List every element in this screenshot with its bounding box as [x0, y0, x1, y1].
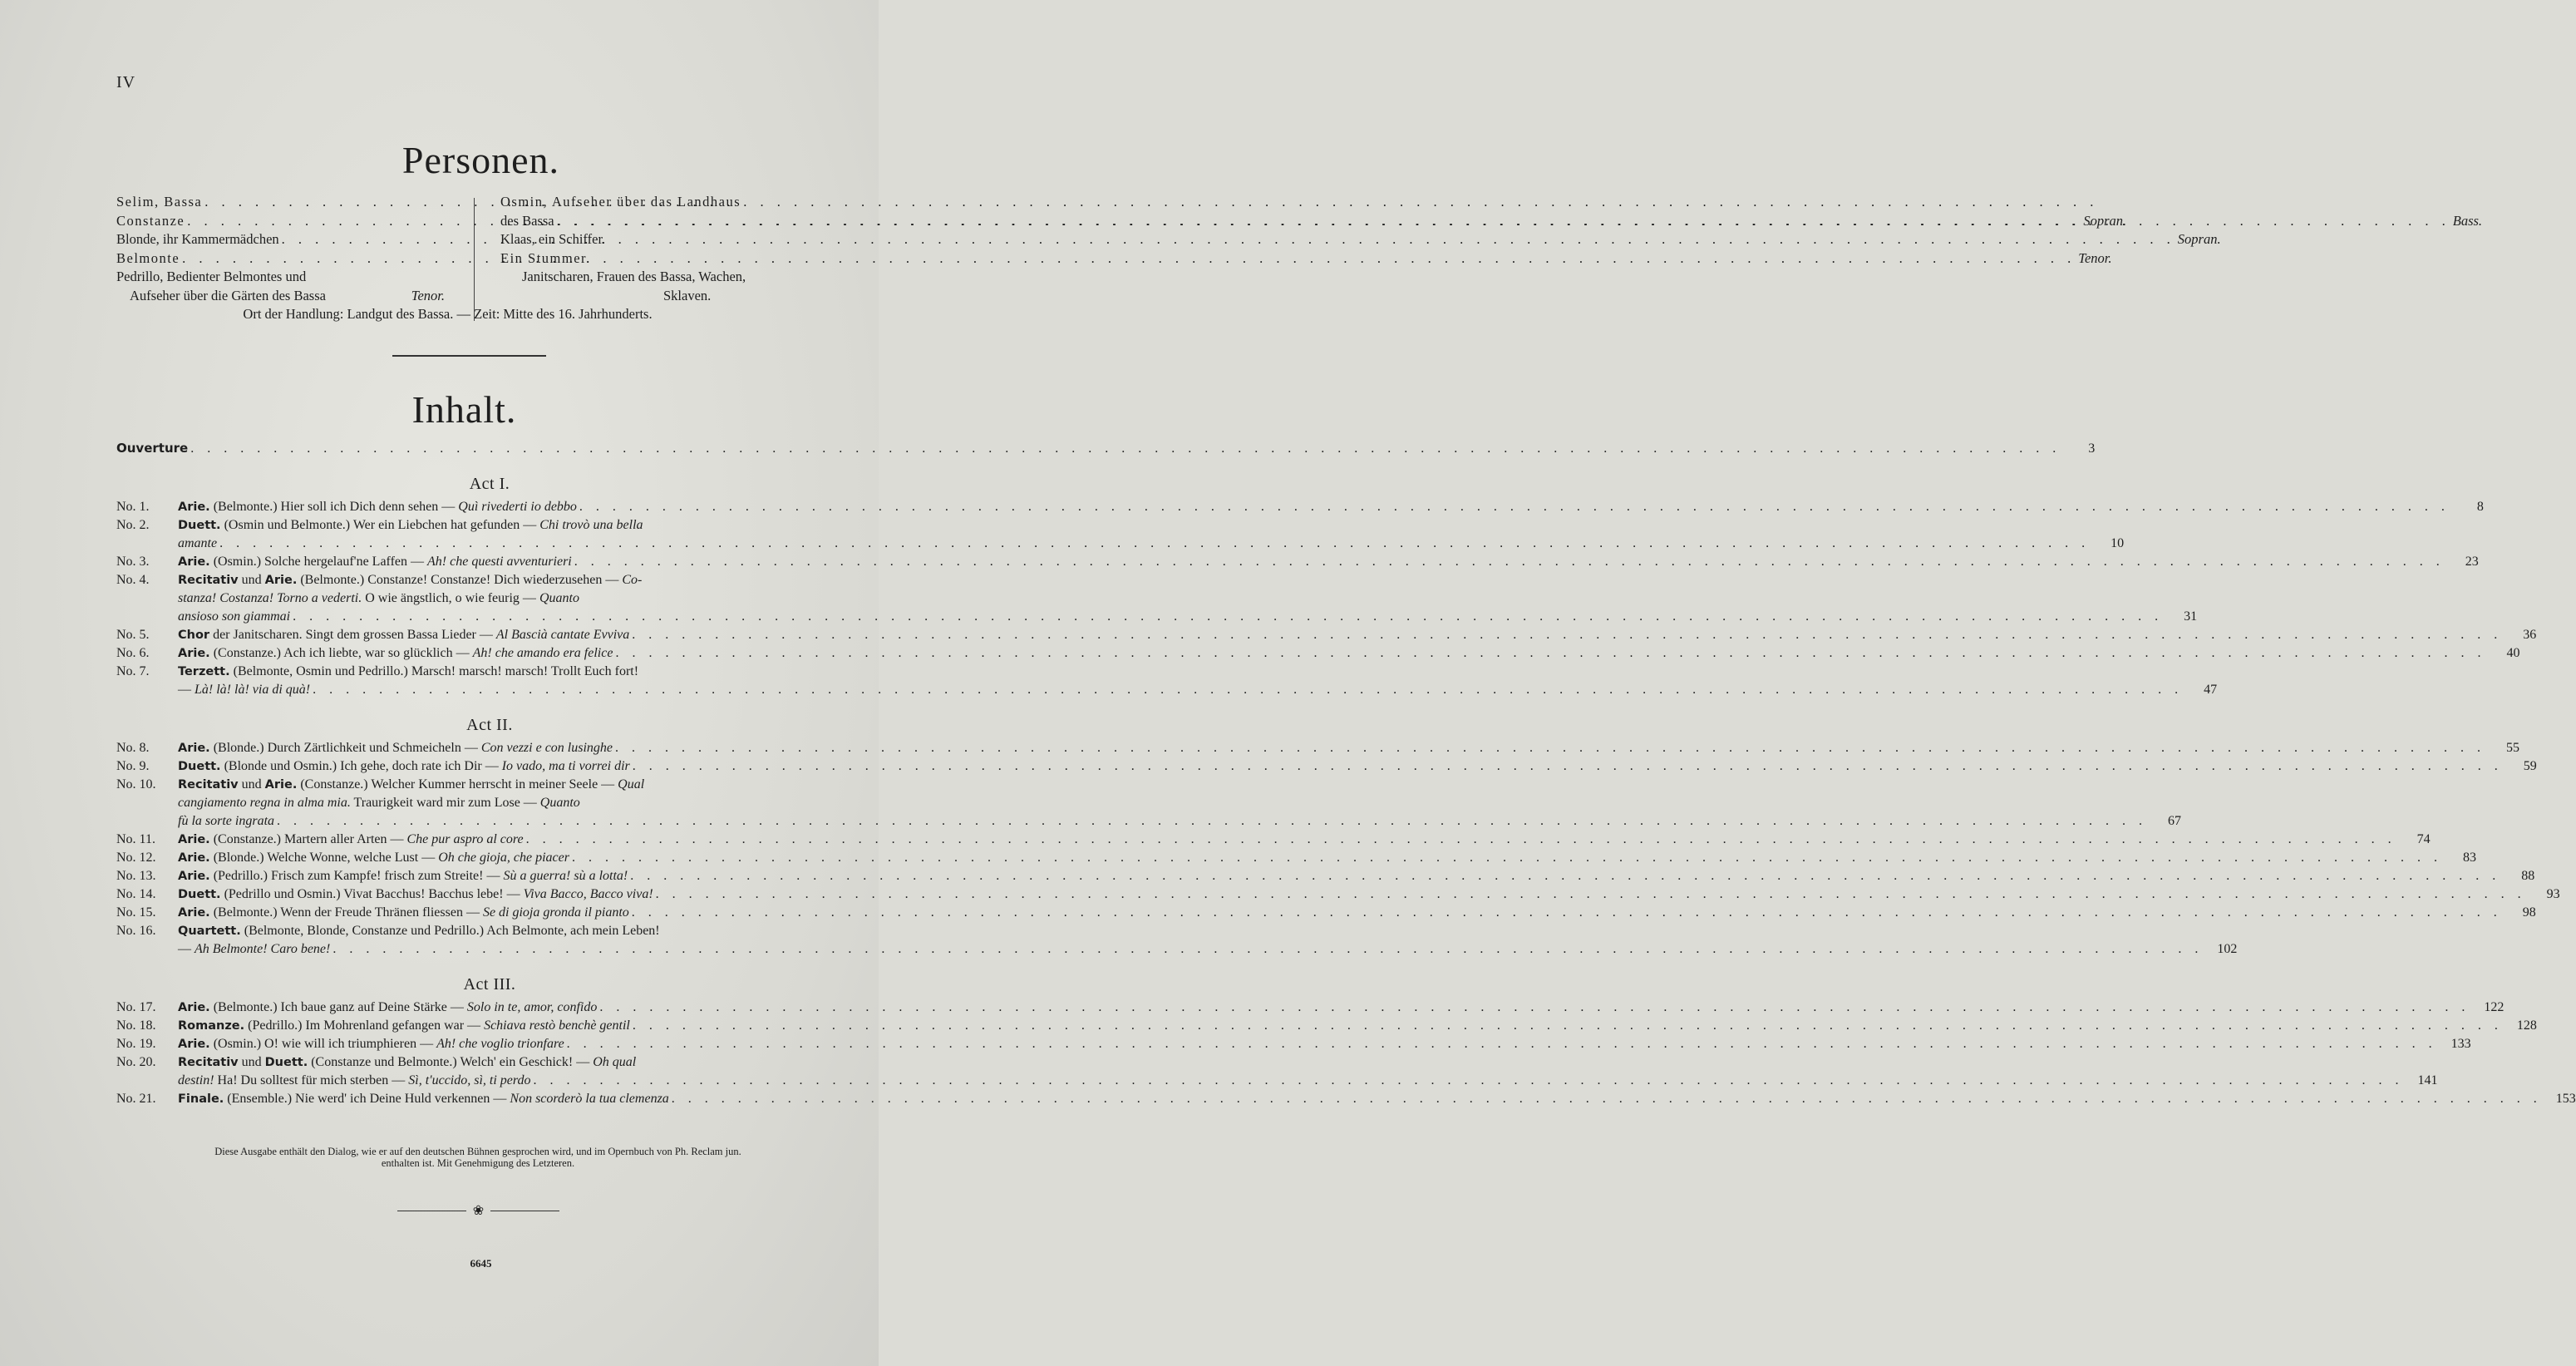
voice-type: Sopran.: [2177, 231, 2221, 247]
musical-form: Arie.: [178, 1001, 210, 1014]
footnote-line: enthalten ist. Mit Genehmigung des Letzteren.: [381, 1157, 575, 1169]
toc-entry: [116, 885, 2560, 904]
entry-description: (Constanze.) Welcher Kummer herrscht in meiner Seele —: [297, 777, 618, 791]
leader-dots: [531, 1072, 2406, 1090]
entry-text: [178, 849, 569, 867]
entry-body: [178, 776, 2181, 831]
entry-text: [178, 1017, 630, 1035]
musical-form: Duett.: [178, 760, 221, 773]
entry-body: [178, 849, 2476, 867]
toc-entry: [116, 498, 2484, 516]
entry-description: der Janitscharen. Singt dem grossen Bassa Lieder —: [209, 628, 496, 642]
role-name-continued: Sklaven.: [663, 287, 712, 303]
entry-description: (Pedrillo.) Im Mohrenland gefangen war —: [244, 1018, 485, 1033]
toc-entry: [116, 849, 2476, 867]
column-divider: [474, 198, 475, 321]
entry-description: (Pedrillo und Osmin.) Vivat Bacchus! Bacchus lebe! —: [220, 887, 524, 901]
italian-incipit: Quanto: [539, 796, 580, 810]
italian-incipit: ansioso son giammai: [178, 609, 291, 624]
section-divider: [392, 355, 546, 357]
entry-number: No. 9.: [116, 759, 150, 773]
toc-entry: [116, 663, 2218, 699]
entry-line: [178, 904, 2536, 922]
entry-line: [178, 776, 2181, 794]
toc-entry: [116, 757, 2537, 776]
entry-text: [178, 571, 642, 589]
italian-incipit: Oh qual: [593, 1055, 637, 1069]
leader-dots: [630, 1017, 2505, 1035]
page-ref: 59: [2523, 759, 2537, 773]
page-ref: 93: [2546, 887, 2560, 901]
leader-dots: [330, 940, 2205, 959]
italian-incipit: amante: [178, 536, 218, 550]
cast-row: [500, 249, 829, 269]
entry-description: (Osmin und Belmonte.) Wer ein Liebchen hat gefunden —: [220, 518, 540, 532]
footnote: [116, 1146, 840, 1169]
page-ref: 55: [2506, 741, 2520, 755]
entry-text: [178, 885, 653, 904]
musical-form: Arie.: [178, 870, 210, 883]
page-number: IV: [116, 73, 136, 91]
leader-dots: [564, 1035, 2440, 1053]
musical-form: Arie.: [264, 778, 298, 791]
leader-dots: [310, 681, 2185, 699]
entry-description: (Blonde.) Welche Wonne, welche Lust —: [209, 851, 439, 865]
entry-number: No. 1.: [116, 500, 150, 514]
musical-form: Recitativ: [178, 574, 239, 587]
page-ref: 40: [2506, 646, 2520, 660]
leader-dots: [572, 553, 2447, 571]
italian-incipit: Viva Bacco, Bacco viva!: [523, 887, 653, 901]
toc-entry: [116, 1035, 2471, 1053]
role-name: Klaas, ein Schiffer.: [500, 231, 606, 247]
entry-text: [178, 794, 580, 812]
entry-text: [178, 1090, 669, 1108]
italian-incipit: Con vezzi e con lusinghe: [480, 741, 613, 755]
entry-line: [178, 535, 2124, 553]
entry-text: [178, 1053, 636, 1072]
entry-text: [178, 1072, 531, 1090]
entry-text: [178, 681, 310, 699]
entry-text: [178, 812, 274, 831]
leader-dots: [613, 739, 2488, 757]
italian-incipit: Chi trovò una bella: [539, 518, 643, 532]
entry-number: No. 12.: [116, 851, 156, 865]
italian-incipit: Quanto: [539, 591, 579, 605]
entry-number: No. 11.: [116, 832, 155, 846]
musical-form: Terzett.: [178, 665, 230, 678]
entry-description: (Belmonte, Osmin und Pedrillo.) Marsch! marsch! marsch! Trollt Euch fort!: [229, 664, 639, 678]
role-name-continued: Aufseher über die Gärten des Bassa: [130, 287, 326, 303]
entry-description: (Ensemble.) Nie werd' ich Deine Huld verkennen —: [224, 1092, 510, 1106]
entry-line: [178, 922, 2237, 940]
entry-body: [178, 885, 2560, 904]
italian-incipit: Quì rivederti io debbo: [458, 500, 577, 514]
musical-form: Arie.: [178, 555, 210, 569]
voice-type: Tenor.: [411, 287, 445, 303]
italian-incipit: Oh che gioja, che piacer: [438, 851, 569, 865]
toc-entry: [116, 1090, 2576, 1108]
cast-row: [500, 230, 829, 249]
italian-incipit: Ah! che amando era felice: [472, 646, 613, 660]
italian-incipit: Ah! che voglio trionfare: [436, 1037, 564, 1051]
entry-description: (Belmonte.) Hier soll ich Dich denn sehen —: [209, 500, 459, 514]
entry-body: [178, 1053, 2438, 1090]
entry-body: [178, 1090, 2576, 1108]
italian-incipit: cangiamento regna in alma mia.: [178, 796, 351, 810]
role-name: Blonde, ihr Kammermädchen: [116, 231, 279, 247]
entry-line: [178, 663, 2217, 681]
entry-line: [178, 812, 2181, 831]
entry-text: [178, 535, 217, 553]
musical-form: Chor: [178, 629, 210, 642]
italian-incipit: Schiava restò benchè gentil: [484, 1018, 630, 1033]
italian-incipit: Ah! che questi avventurieri: [427, 555, 572, 569]
italian-incipit: Sì, t'uccido, sì, ti perdo: [408, 1073, 531, 1087]
personen-heading: Personen.: [401, 139, 560, 181]
entry-number: No. 2.: [116, 518, 150, 532]
entry-text: [178, 626, 629, 644]
entry-description: (Osmin.) Solche hergelauf'ne Laffen —: [209, 555, 428, 569]
musical-form: Arie.: [178, 906, 210, 920]
italian-incipit: fù la sorte ingrata: [178, 814, 275, 828]
musical-form: Arie.: [178, 742, 210, 755]
leader-dots: [669, 1090, 2544, 1108]
act-heading: Act II.: [466, 716, 513, 734]
page-ref: 153: [2555, 1092, 2576, 1106]
toc-entry: [116, 571, 2198, 626]
leader-dots: [597, 999, 2472, 1017]
entry-description: Traurigkeit ward mir zum Lose —: [350, 796, 540, 810]
leader-dots: [290, 608, 2165, 626]
entry-body: [178, 757, 2537, 776]
leader-dots: [577, 498, 2452, 516]
toc-entry: [116, 644, 2520, 663]
entry-number: No. 19.: [116, 1037, 156, 1051]
toc-entry: [116, 831, 2431, 849]
entry-number: No. 8.: [116, 741, 150, 755]
role-name-continued: des Bassa: [500, 212, 554, 229]
musical-form: Finale.: [178, 1092, 224, 1106]
musical-form: Recitativ: [178, 1056, 239, 1069]
entry-text: [178, 644, 613, 663]
page-ref: 122: [2484, 1000, 2505, 1014]
entry-description: (Blonde.) Durch Zärtlichkeit und Schmeicheln —: [209, 741, 481, 755]
entry-body: [178, 553, 2479, 571]
leader-dots: [180, 249, 2078, 269]
leader-dots: [629, 626, 2505, 644]
italian-incipit: Al Bascià cantate Evviva: [495, 628, 630, 642]
entry-line: [178, 867, 2534, 885]
act-heading: Act I.: [469, 475, 510, 493]
cast-row: [500, 268, 829, 287]
entry-line: [178, 681, 2217, 699]
italian-incipit: Se di gioja gronda il pianto: [482, 905, 629, 920]
page-ref: 128: [2516, 1018, 2537, 1033]
italian-incipit: Non scorderò la tua clemenza: [510, 1092, 669, 1106]
toc-entry: [116, 904, 2536, 922]
table-of-contents: [116, 439, 2576, 1108]
toc-entry: [116, 776, 2182, 831]
entry-number: No. 10.: [116, 777, 156, 791]
entry-line: [178, 1035, 2471, 1053]
leader-dots: [653, 885, 2529, 904]
flower-ornament-icon: ❀: [472, 1204, 485, 1218]
toc-entry: [116, 1053, 2438, 1090]
toc-entry: [116, 516, 2125, 553]
entry-body: [178, 626, 2536, 644]
entry-text: [178, 757, 630, 776]
entry-number: No. 4.: [116, 573, 150, 587]
entry-body: [178, 1017, 2537, 1035]
entry-line: [178, 626, 2536, 644]
page-ref: 88: [2521, 869, 2535, 883]
entry-description: (Constanze und Belmonte.) Welch' ein Geschick! —: [308, 1055, 594, 1069]
entry-line: [178, 498, 2484, 516]
entry-text: [178, 739, 613, 757]
entry-line: [178, 831, 2431, 849]
musical-form: Arie.: [178, 851, 210, 865]
italian-incipit: Io vado, ma ti vorrei dir: [501, 759, 630, 773]
entry-description: —: [178, 942, 195, 956]
entry-line: [178, 940, 2237, 959]
page-ref: 47: [2204, 683, 2218, 697]
overture-label: Ouverture: [116, 441, 189, 456]
toc-overture: [116, 439, 2096, 458]
musical-form: Quartett.: [178, 925, 241, 938]
entry-description: (Blonde und Osmin.) Ich gehe, doch rate ich Dir —: [220, 759, 502, 773]
role-name: Belmonte: [116, 249, 180, 266]
toc-entry: [116, 739, 2520, 757]
entry-text: [178, 904, 629, 922]
entry-body: [178, 904, 2536, 922]
entry-description: (Belmonte.) Constanze! Constanze! Dich wiederzusehen —: [297, 573, 623, 587]
entry-body: [178, 867, 2534, 885]
italian-incipit: Qual: [618, 777, 645, 791]
leader-dots: [188, 440, 2063, 458]
entry-text: [178, 776, 644, 794]
entry-text: [178, 516, 643, 535]
entry-text: [178, 553, 572, 571]
role-name: Osmin, Aufseher über das Landhaus: [500, 194, 741, 210]
musical-form: Arie.: [264, 574, 298, 587]
entry-body: [178, 498, 2484, 516]
page-ref: 102: [2217, 942, 2238, 956]
entry-number: No. 7.: [116, 664, 150, 678]
toc-entry: [116, 999, 2505, 1017]
italian-incipit: Ah Belmonte! Caro bene!: [195, 942, 331, 956]
footnote-line: Diese Ausgabe enthält den Dialog, wie er auf den deutschen Bühnen gesprochen wird, und im Opernbuch von Ph. Reclam jun.: [214, 1146, 741, 1157]
role-name: Janitscharen, Frauen des Bassa, Wachen,: [522, 269, 746, 284]
entry-body: [178, 831, 2431, 849]
entry-description: O wie ängstlich, o wie feurig —: [362, 591, 539, 605]
entry-line: [178, 739, 2519, 757]
entry-body: [178, 1035, 2471, 1053]
musical-form: Arie.: [178, 501, 210, 514]
entry-line: [178, 1053, 2438, 1072]
role-name: Pedrillo, Bedienter Belmontes und: [116, 269, 307, 284]
italian-incipit: Solo in te, amor, confido: [466, 1000, 598, 1014]
entry-body: [178, 644, 2519, 663]
italian-incipit: Là! là! là! via di quà!: [195, 683, 311, 697]
entry-number: No. 6.: [116, 646, 150, 660]
page-ref: 133: [2450, 1037, 2471, 1051]
italian-incipit: stanza! Costanza! Torno a vederti.: [178, 591, 362, 605]
inhalt-heading: Inhalt.: [411, 388, 517, 431]
cast-row: [500, 193, 829, 212]
act-heading: Act III.: [463, 975, 516, 994]
entry-line: [178, 571, 2197, 589]
musical-form: Arie.: [178, 1038, 210, 1051]
toc-entry: [116, 1017, 2537, 1035]
entry-text: [178, 831, 524, 849]
entry-text: [178, 498, 577, 516]
entry-line: [178, 1017, 2537, 1035]
entry-body: [178, 739, 2519, 757]
page-ref: 83: [2462, 851, 2476, 865]
cast-row: [116, 193, 445, 212]
italian-incipit: Che pur aspro al core: [406, 832, 524, 846]
page-ref: 67: [2168, 814, 2182, 828]
musical-form: Romanze.: [178, 1019, 245, 1033]
toc-entry: [116, 626, 2537, 644]
entry-number: No. 20.: [116, 1055, 156, 1069]
entry-text: [178, 940, 330, 959]
entry-line: [178, 849, 2476, 867]
entry-description: (Constanze.) Ach ich liebte, war so glücklich —: [209, 646, 473, 660]
entry-text: [178, 1035, 564, 1053]
entry-line: [178, 589, 2197, 608]
page-ref: 3: [2088, 441, 2096, 456]
role-name: Selim, Bassa: [116, 194, 203, 210]
entry-number: No. 14.: [116, 887, 156, 901]
toc-entry: [116, 867, 2535, 885]
entry-text: [178, 589, 579, 608]
entry-number: No. 16.: [116, 924, 156, 938]
musical-form: Duett.: [264, 1056, 308, 1069]
entry-number: No. 18.: [116, 1018, 156, 1033]
entry-text: [178, 999, 597, 1017]
toc-entry: [116, 922, 2238, 959]
entry-number: No. 5.: [116, 628, 150, 642]
voice-type: Tenor.: [2078, 249, 2112, 266]
entry-line: [178, 794, 2181, 812]
page-ref: 23: [2465, 555, 2479, 569]
leader-dots: [630, 757, 2505, 776]
entry-line: [178, 999, 2504, 1017]
entry-text: [178, 922, 660, 940]
page-ref: 10: [2111, 536, 2125, 550]
entry-number: No. 3.: [116, 555, 150, 569]
entry-line: [178, 885, 2560, 904]
setting-line: Ort der Handlung: Landgut des Bassa. — Zeit: Mitte des 16. Jahrhunderts.: [243, 306, 653, 322]
leader-dots: [629, 904, 2505, 922]
entry-body: [178, 516, 2124, 553]
leader-dots: [628, 867, 2503, 885]
entry-description: und: [238, 1055, 265, 1069]
entry-description: (Osmin.) O! wie will ich triumphieren —: [209, 1037, 437, 1051]
entry-description: Ha! Du solltest für mich sterben —: [214, 1073, 409, 1087]
entry-number: No. 17.: [116, 1000, 156, 1014]
page-ref: 8: [2476, 500, 2484, 514]
page-ref: 74: [2416, 832, 2431, 846]
entry-line: [178, 1072, 2438, 1090]
page-ref: 31: [2184, 609, 2198, 624]
italian-incipit: Sù a guerra! sù a lotta!: [503, 869, 628, 883]
entry-body: [178, 922, 2237, 959]
leader-dots: [202, 193, 2101, 212]
entry-description: (Belmonte.) Wenn der Freude Thränen fliessen —: [209, 905, 483, 920]
entry-number: No. 21.: [116, 1092, 156, 1106]
entry-line: [178, 553, 2479, 571]
voice-type: Sopran.: [2083, 212, 2127, 229]
plate-number: 6645: [470, 1257, 492, 1270]
entry-text: [178, 608, 290, 626]
entry-description: (Belmonte.) Ich baue ganz auf Deine Stärke —: [209, 1000, 467, 1014]
ornament-rule: [397, 1202, 559, 1219]
entry-line: [178, 516, 2124, 535]
role-name: Constanze: [116, 212, 185, 229]
voice-type: Bass.: [2452, 212, 2483, 229]
leader-dots: [554, 212, 2453, 231]
entry-description: und: [238, 777, 265, 791]
leader-dots: [217, 535, 2092, 553]
entry-body: [178, 571, 2197, 626]
musical-form: Duett.: [178, 888, 221, 901]
cast-row: [500, 287, 829, 306]
entry-body: [178, 999, 2504, 1017]
italian-incipit: Co-: [622, 573, 643, 587]
musical-form: Arie.: [178, 833, 210, 846]
entry-description: (Constanze.) Martern aller Arten —: [209, 832, 407, 846]
cast-row: [116, 268, 445, 287]
page-ref: 36: [2523, 628, 2537, 642]
musical-form: Recitativ: [178, 778, 239, 791]
entry-line: [178, 1090, 2576, 1108]
leader-dots: [524, 831, 2399, 849]
entry-line: [178, 608, 2197, 626]
entry-description: (Pedrillo.) Frisch zum Kampfe! frisch zum Streite! —: [209, 869, 504, 883]
entry-description: und: [238, 573, 265, 587]
entry-text: [178, 663, 638, 681]
entry-number: No. 15.: [116, 905, 156, 920]
leader-dots: [274, 812, 2150, 831]
italian-incipit: destin!: [178, 1073, 214, 1087]
cast-row: [116, 287, 445, 306]
entry-line: [178, 757, 2537, 776]
leader-dots: [613, 644, 2488, 663]
entry-description: —: [178, 683, 195, 697]
entry-description: (Belmonte, Blonde, Constanze und Pedrillo.) Ach Belmonte, ach mein Leben!: [240, 924, 660, 938]
entry-text: [178, 867, 628, 885]
entry-body: [178, 663, 2217, 699]
role-name: Ein Stummer.: [500, 249, 591, 266]
leader-dots: [569, 849, 2445, 867]
toc-entry: [116, 553, 2479, 571]
musical-form: Arie.: [178, 647, 210, 660]
entry-number: No. 13.: [116, 869, 156, 883]
musical-form: Duett.: [178, 519, 221, 532]
entry-line: [178, 644, 2519, 663]
page-ref: 98: [2522, 905, 2536, 920]
page-ref: 141: [2417, 1073, 2438, 1087]
